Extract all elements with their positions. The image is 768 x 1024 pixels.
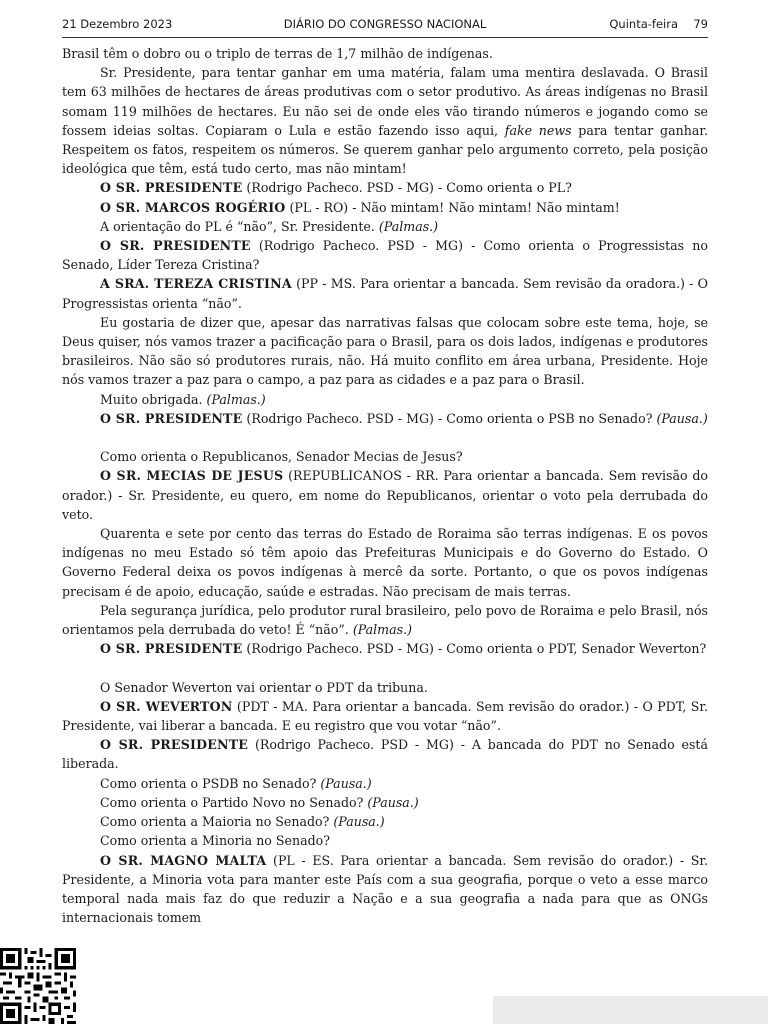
speaker-name: O SR. PRESIDENTE (100, 238, 251, 254)
paragraph: Como orienta o PSDB no Senado? (Pausa.) (100, 775, 372, 791)
paragraph: Como orienta o Republicanos, Senador Mecias de Jesus? (100, 449, 463, 465)
header-page-number: 79 (693, 17, 708, 31)
speaker-name: O SR. MECIAS DE JESUS (100, 468, 284, 484)
footer-bar (493, 996, 768, 1024)
speech-turn: O SR. MECIAS DE JESUS (REPUBLICANOS - RR. Para orientar a bancada. Sem revisão do orador.) - Sr. Presidente, eu quero, em nome do Republicanos, orientar o voto pela derrubada do veto. (62, 468, 708, 522)
speech-turn: O SR. PRESIDENTE (Rodrigo Pacheco. PSD - MG) - A bancada do PDT no Senado está liberada. (62, 737, 708, 772)
paragraph: Eu gostaria de dizer que, apesar das narrativas falsas que colocam sobre este tema, hoje, se Deus quiser, nós vamos trazer a pacificação para o Brasil, para os dois lados, indígenas e produtores brasileiros. Não são só produtores rurais, não. Há muito conflito em área urbana, Presidente. Hoje nós vamos trazer a paz para o campo, a paz para as cidades e a paz para o Brasil. (62, 314, 708, 388)
paragraph: A orientação do PL é “não”, Sr. Presidente. (Palmas.) (100, 218, 439, 234)
speaker-name: O SR. WEVERTON (100, 698, 233, 714)
header-weekday: Quinta-feira (609, 17, 678, 31)
speaker-name: O SR. MAGNO MALTA (100, 852, 267, 868)
qr-code-icon (0, 948, 76, 1024)
speaker-name: O SR. PRESIDENTE (100, 410, 243, 426)
paragraph: Quarenta e sete por cento das terras do Estado de Roraima são terras indígenas. E os povos indígenas no meu Estado só têm apoio das Prefeituras Municipais e do Governo do Estado. O Governo Federal deixa os povos indígenas à mercê da sorte. Portanto, o que os povos indígenas precisam é de apoio, educação, saúde e estradas. Não precisam de mais terras. (62, 526, 708, 599)
paragraph: Como orienta a Minoria no Senado? (100, 833, 330, 849)
speech-turn: O SR. PRESIDENTE (Rodrigo Pacheco. PSD - MG) - Como orienta o PDT, Senador Weverton? (100, 641, 707, 657)
paragraph: Como orienta a Maioria no Senado? (Pausa.) (100, 814, 385, 830)
speech-turn: O SR. PRESIDENTE (Rodrigo Pacheco. PSD - MG) - Como orienta o PL? (100, 180, 572, 196)
speech-turn: O SR. PRESIDENTE (Rodrigo Pacheco. PSD - MG) - Como orienta o PSB no Senado? (Pausa.) (100, 410, 708, 426)
paragraph: Pela segurança jurídica, pelo produtor rural brasileiro, pelo povo de Roraima e pelo Brasil, nós orientamos pela derrubada do veto! É “não”. (Palmas.) (62, 602, 708, 638)
paragraph: Muito obrigada. (Palmas.) (100, 391, 266, 407)
paragraph: Brasil têm o dobro ou o triplo de terras de 1,7 milhão de indígenas. (62, 46, 493, 61)
speaker-name: O SR. PRESIDENTE (100, 737, 249, 753)
speaker-name: O SR. MARCOS ROGÉRIO (100, 199, 286, 215)
speech-turn: O SR. WEVERTON (PDT - MA. Para orientar a bancada. Sem revisão do orador.) - O PDT, Sr. Presidente, vai liberar a bancada. E eu registro que vou votar “não”. (62, 698, 708, 734)
blank-line (62, 428, 708, 447)
document-body (62, 44, 708, 927)
speaker-name: O SR. PRESIDENTE (100, 180, 243, 196)
blank-line (62, 658, 708, 677)
speech-turn: A SRA. TEREZA CRISTINA (PP - MS. Para orientar a bancada. Sem revisão da oradora.) - O Progressistas orienta “não”. (62, 276, 709, 311)
speech-turn: O SR. MARCOS ROGÉRIO (PL - RO) - Não mintam! Não mintam! Não mintam! (100, 199, 620, 215)
paragraph: Sr. Presidente, para tentar ganhar em uma matéria, falam uma mentira deslavada. O Brasil tem 63 milhões de hectares de áreas produtivas com o setor produtivo. As áreas indígenas no Brasil somam 119 milhões de hectares. Eu não sei de onde eles vão tirando números e jogando como se fossem ideias soltas. Copiaram o Lula e estão fazendo isso aqui, fake news para tentar ganhar. Respeitem os fatos, respeitem os números. Se querem ganhar pelo argumento correto, pela posição ideológica que têm, está tudo certo, mas não mintam! (62, 65, 708, 177)
header-date: 21 Dezembro 2023 (62, 17, 173, 31)
page-header (62, 17, 708, 35)
speaker-name: O SR. PRESIDENTE (100, 641, 243, 657)
speech-turn: O SR. PRESIDENTE (Rodrigo Pacheco. PSD - MG) - Como orienta o Progressistas no Senado, Líder Tereza Cristina? (62, 238, 708, 273)
header-rule (62, 37, 708, 38)
speech-turn: O SR. MAGNO MALTA (PL - ES. Para orientar a bancada. Sem revisão do orador.) - Sr. Presidente, a Minoria vota para manter este País com a sua geografia, porque o veto a esse marco temporal nada mais faz do que reduzir a Nação e a sua geografia a nada para que as ONGs internacionais tomem (62, 852, 708, 926)
header-title: DIÁRIO DO CONGRESSO NACIONAL (283, 17, 487, 31)
paragraph: Como orienta o Partido Novo no Senado? (Pausa.) (100, 794, 419, 810)
speaker-name: A SRA. TEREZA CRISTINA (100, 276, 292, 292)
paragraph: O Senador Weverton vai orientar o PDT da tribuna. (100, 679, 428, 695)
